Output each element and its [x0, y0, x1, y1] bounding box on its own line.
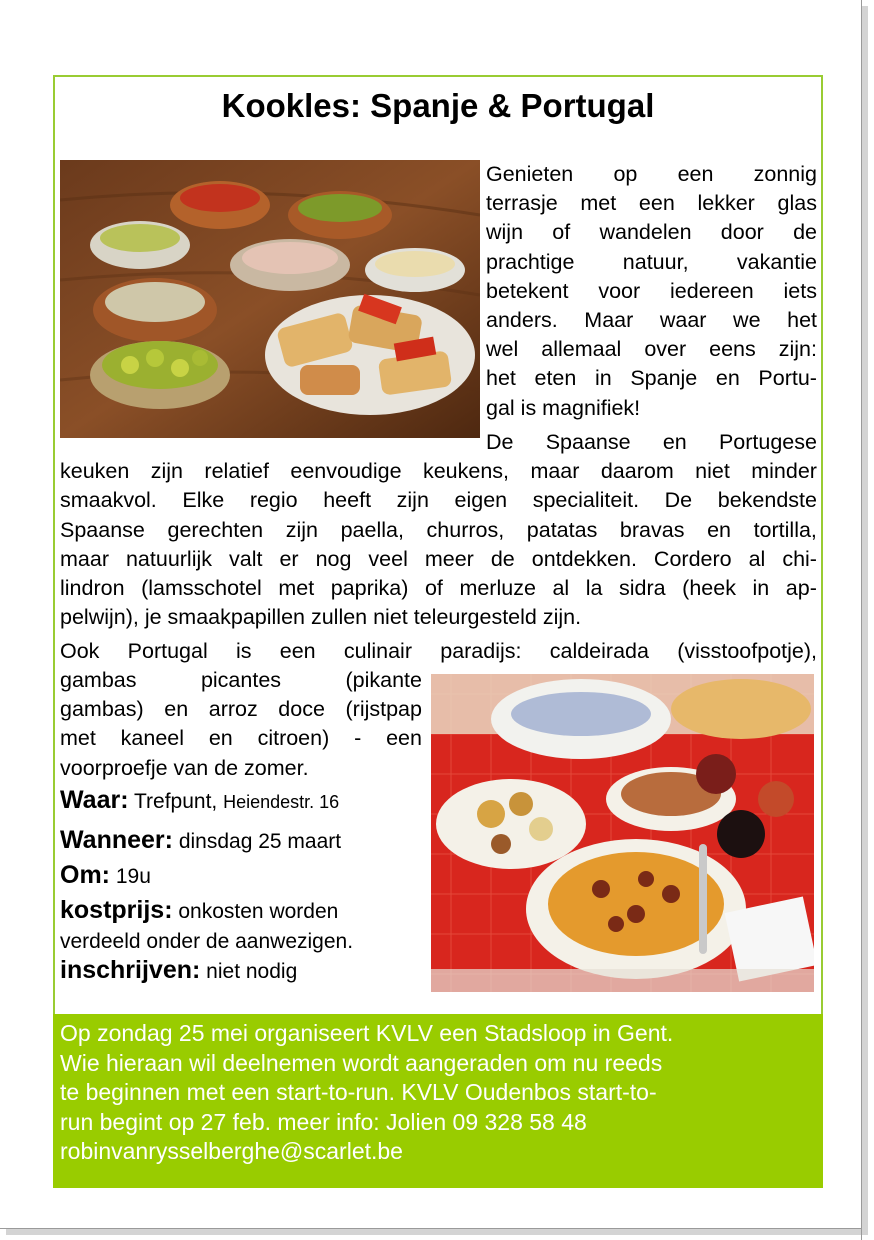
text-line: pelwijn), je smaakpapillen zullen niet teleurgesteld zijn. [60, 605, 582, 630]
info-kostprijs: kostprijs: onkosten worden [60, 896, 339, 924]
text-line: voorproefje van de zomer. [60, 755, 309, 780]
portugal-paragraph-continued [60, 666, 422, 783]
text-line: wijn of wandelen door de [486, 220, 817, 245]
text-line: keuken zijn relatief eenvoudige keukens, maar daarom niet minder [60, 459, 817, 484]
page-edge-right [861, 0, 862, 1240]
page-edge-bottom [0, 1228, 862, 1229]
text-line: betekent voor iedereen iets [486, 278, 817, 303]
banner-email[interactable]: robinvanrysselberghe@scarlet.be [60, 1138, 403, 1164]
text-line: met kaneel en citroen) - een [60, 726, 422, 751]
text-line: Ook Portugal is een culinair paradijs: caldeirada (visstoofpotje), [60, 639, 817, 663]
page-shadow-bottom [6, 1229, 868, 1235]
stadsloop-banner [53, 1014, 823, 1188]
intro-paragraph [486, 160, 817, 423]
spanish-paragraph [60, 428, 817, 632]
page-shadow-right [862, 6, 868, 1234]
banner-line: run begint op 27 feb. meer info: Jolien 09 328 58 48 [60, 1108, 587, 1135]
banner-line: Op zondag 25 mei organiseert KVLV een Stadsloop in Gent. [60, 1020, 674, 1046]
text-line: Genieten op een zonnig [486, 162, 817, 186]
banner-text [60, 1019, 815, 1167]
text-line: het eten in Spanje en Portu- [486, 366, 817, 391]
text-line: prachtige natuur, vakantie [486, 249, 817, 274]
text-line: wel allemaal over eens zijn: [486, 337, 817, 362]
info-waar: Waar: Trefpunt, Heiendestr. 16 [60, 786, 340, 814]
page-title: Kookles: Spanje & Portugal [221, 87, 655, 124]
text-line: gambas picantes (pikante [60, 668, 422, 692]
text-line: anders. Maar waar we het [486, 308, 817, 333]
banner-line: Wie hieraan wil deelnemen wordt aangeraden om nu reeds [60, 1049, 663, 1076]
tapas-photo [60, 160, 480, 438]
info-wanneer: Wanneer: dinsdag 25 maart [60, 826, 342, 854]
info-inschrijven: inschrijven: niet nodig [60, 956, 298, 984]
text-line: Spaanse gerechten zijn paella, churros, patatas bravas en tortilla, [60, 517, 817, 542]
portugal-paragraph [60, 637, 817, 666]
text-line: gambas) en arroz doce (rijstpap [60, 697, 422, 722]
banner-line: te beginnen met een start-to-run. KVLV Oudenbos start-to- [60, 1079, 657, 1105]
info-om: Om: 19u [60, 861, 151, 889]
text-line: gal is magnifiek! [486, 395, 641, 420]
stew-photo [431, 674, 814, 992]
text-line: smaakvol. Elke regio heeft zijn eigen specialiteit. De bekendste [60, 488, 817, 513]
text-line: terrasje met een lekker glas [486, 191, 817, 216]
info-kostprijs-continued: verdeeld onder de aanwezigen. [60, 930, 354, 953]
text-line: maar natuurlijk valt er nog veel meer de ontdekken. Cordero al chi- [60, 546, 817, 571]
text-line: lindron (lamsschotel met paprika) of merluze al la sidra (heek in ap- [60, 576, 817, 601]
text-line: De Spaanse en Portugese [486, 430, 817, 454]
